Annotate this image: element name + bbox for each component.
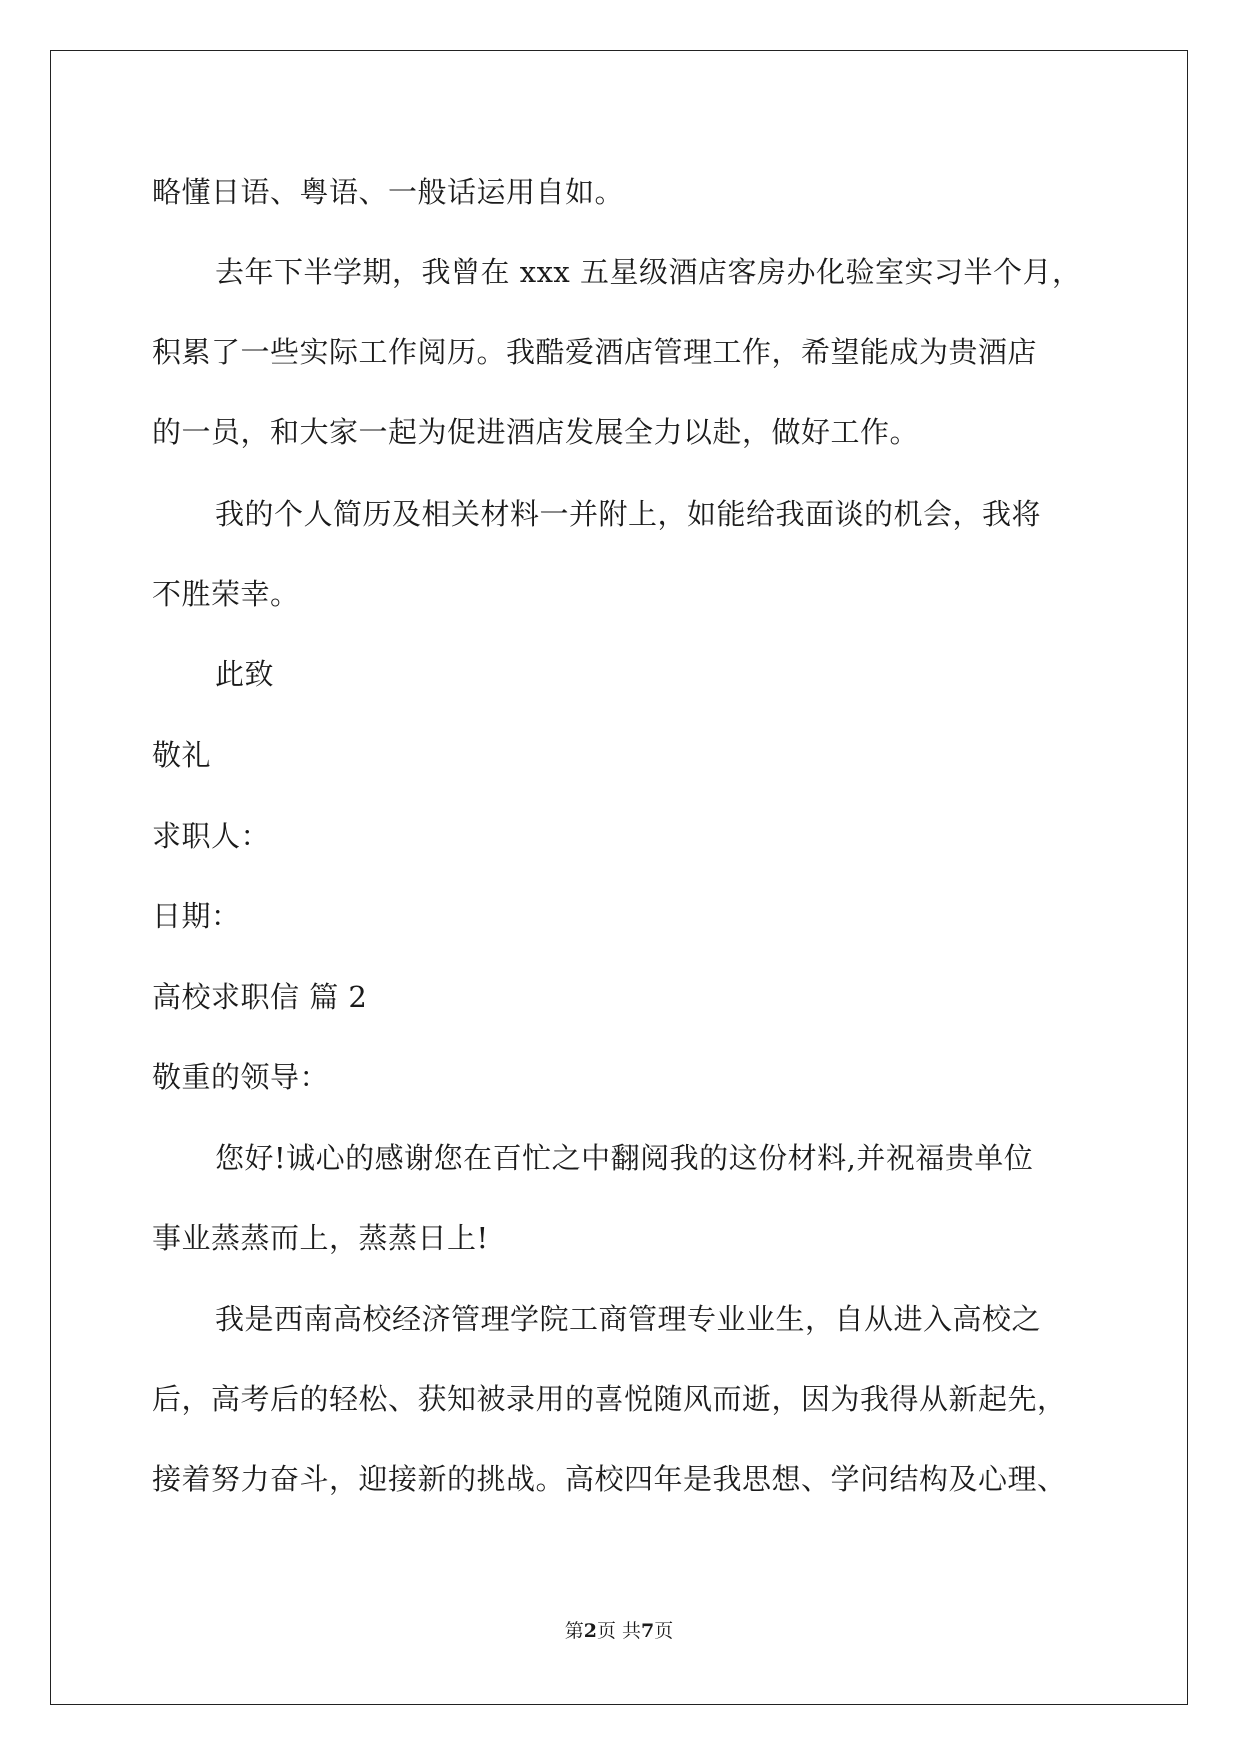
footer-prefix: 第	[564, 1620, 584, 1642]
text-line: 积累了一些实际工作阅历。我酷爱酒店管理工作，希望能成为贵酒店	[152, 335, 1038, 369]
text-line: 的一员，和大家一起为促进酒店发展全力以赴，做好工作。	[152, 415, 920, 449]
text-line: 接着努力奋斗，迎接新的挑战。高校四年是我思想、学问结构及心理、	[152, 1462, 1067, 1496]
text-line: 您好!诚心的感谢您在百忙之中翻阅我的这份材料,并祝福贵单位	[215, 1141, 1034, 1175]
closing-regards: 敬礼	[152, 738, 212, 772]
greeting: 敬重的领导：	[152, 1060, 330, 1094]
current-page-number: 2	[583, 1620, 597, 1642]
text-line: 后，高考后的轻松、获知被录用的喜悦随风而逝，因为我得从新起先，	[152, 1382, 1067, 1416]
text-line: 事业蒸蒸而上，蒸蒸日上!	[152, 1221, 489, 1255]
text-line: 略懂日语、粤语、一般话运用自如。	[152, 175, 625, 209]
footer-suffix: 页	[654, 1620, 674, 1642]
text-line: 我的个人简历及相关材料一并附上，如能给我面谈的机会，我将	[215, 497, 1042, 531]
text-line: 不胜荣幸。	[152, 577, 300, 611]
page-border	[50, 50, 1188, 1705]
text-line: 我是西南高校经济管理学院工商管理专业业生，自从进入高校之	[215, 1302, 1042, 1336]
section-heading: 高校求职信 篇 2	[152, 980, 368, 1014]
text-line: 去年下半学期，我曾在 xxx 五星级酒店客房办化验室实习半个月，	[215, 255, 1082, 289]
footer-mid: 页 共	[596, 1620, 642, 1642]
closing-salutation: 此致	[215, 657, 275, 691]
date-label: 日期：	[152, 899, 241, 933]
page-footer	[50, 1620, 1188, 1642]
applicant-label: 求职人：	[152, 819, 271, 853]
total-pages-number: 7	[641, 1620, 655, 1642]
